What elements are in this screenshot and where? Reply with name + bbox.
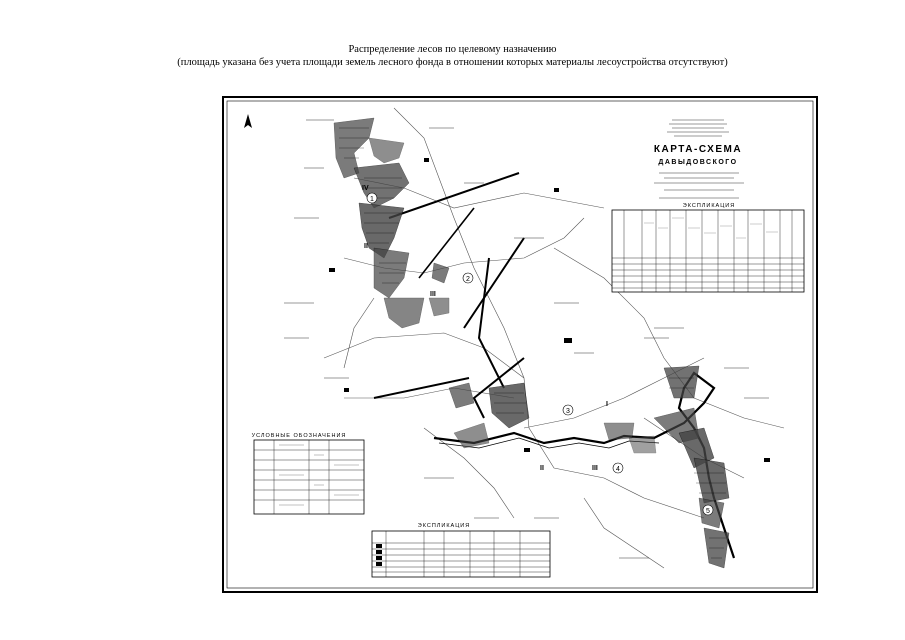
explication-title: ЭКСПЛИКАЦИЯ [682, 203, 736, 209]
forest-areas [334, 118, 729, 568]
district-label: II [540, 465, 544, 472]
map-drawing [224, 98, 816, 591]
map-title-block [654, 120, 744, 198]
inner-border [227, 101, 813, 588]
district-label: IV [362, 185, 369, 192]
district-label: III [430, 291, 436, 298]
circled-label: 2 [466, 276, 470, 283]
circled-label: 4 [616, 466, 620, 473]
river [434, 373, 734, 558]
bottom-explication-title: ЭКСПЛИКАЦИЯ [417, 523, 471, 529]
explication-table-top [612, 203, 804, 292]
circled-label: 5 [706, 508, 710, 515]
legend-box [252, 433, 364, 514]
district-label: I [606, 401, 608, 408]
explication-table-bottom [372, 523, 550, 577]
map-subtitle: ДАВЫДОВСКОГО [658, 159, 738, 166]
north-arrow-icon [244, 114, 252, 128]
circled-label: 3 [566, 408, 570, 415]
page-subtitle: (площадь указана без учета площади земель лесного фонда в отношении которых материалы лесоустройства отсутствуют) [177, 57, 728, 68]
map-title: КАРТА-СХЕМА [653, 144, 743, 155]
district-label: III [592, 465, 598, 472]
legend-title: УСЛОВНЫЕ ОБОЗНАЧЕНИЯ [251, 433, 347, 439]
page-title-block [0, 43, 905, 69]
page-title: Распределение лесов по целевому назначению [348, 44, 557, 55]
map-sheet [222, 96, 818, 593]
circled-label: 1 [370, 196, 374, 203]
district-label: II [364, 243, 368, 250]
